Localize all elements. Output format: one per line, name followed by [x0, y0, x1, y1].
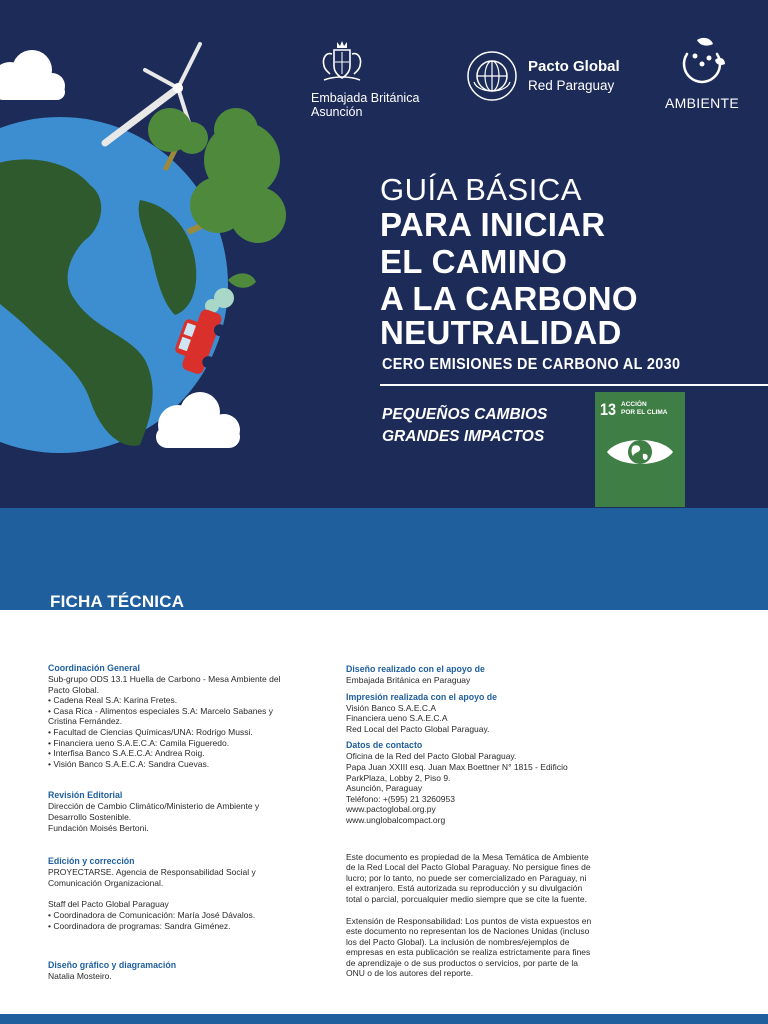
contact-website-link[interactable]: www.pactoglobal.org.py [346, 804, 436, 815]
credit-line: Pacto Global. [48, 684, 100, 695]
cover-slogan-line1: PEQUEÑOS CAMBIOS [382, 406, 548, 423]
ambiente-ring-icon [675, 34, 729, 88]
edicion-heading: Edición y corrección [48, 856, 135, 867]
diseno-apoyo-section [346, 664, 592, 686]
credit-line: Visión Banco S.A.E.C.A [346, 702, 437, 713]
sdg-label-line1: ACCIÓN [621, 401, 647, 408]
credit-line: Dirección de Cambio Climático/Ministerio de Ambiente y [48, 801, 260, 812]
embassy-logo-line2: Asunción [311, 105, 363, 119]
credit-line: • Casa Rica - Alimentos especiales S.A: Marcelo Sabanes y [48, 705, 274, 716]
credit-line: Cristina Fernández. [48, 716, 123, 727]
contacto-section [346, 740, 592, 825]
pacto-global-logo-line2: Red Paraguay [528, 78, 615, 93]
credit-line: PROYECTARSE. Agencia de Responsabilidad Social y [48, 867, 256, 878]
credit-line: Financiera ueno S.A.E.C.A [346, 713, 448, 724]
credit-line: Embajada Británica en Paraguay [346, 675, 471, 685]
ambiente-logo [652, 34, 752, 111]
cover-title-line2: PARA INICIAR [380, 206, 606, 243]
revision-section [48, 790, 298, 833]
credit-line: Staff del Pacto Global Paraguay [48, 899, 169, 910]
cloud-top-icon [0, 50, 65, 100]
credit-line: Natalia Mosteiro. [48, 971, 112, 982]
disclaimer-line: empresas en esta publicación se realiza estrictamente para fines [346, 947, 591, 958]
sdg-label [621, 401, 681, 417]
footer-bar [0, 1014, 768, 1024]
credit-line: • Visión Banco S.A.E.C.A: Sandra Cuevas. [48, 758, 210, 769]
disclaimer-line: Este documento es propiedad de la Mesa Temática de Ambiente [346, 851, 589, 862]
un-global-compact-icon [466, 50, 518, 102]
contact-line: ParkPlaza, Lobby 2, Piso 9. [346, 772, 451, 783]
impresion-heading: Impresión realizada con el apoyo de [346, 691, 498, 702]
disclaimer-line: ONU o de los autores del reporte. [346, 968, 474, 979]
cover-title-line5: NEUTRALIDAD [380, 314, 622, 351]
diseno-apoyo-heading: Diseño realizado con el apoyo de [346, 664, 485, 674]
credit-line: Desarrollo Sostenible. [48, 811, 132, 822]
embassy-logo [311, 36, 431, 119]
pacto-global-logo-line1: Pacto Global [528, 58, 620, 75]
cover-title-line4: A LA CARBONO [380, 280, 638, 317]
credit-line: • Facultad de Ciencias Químicas/UNA: Rodrigo Mussi. [48, 726, 253, 737]
coordinacion-section [48, 663, 298, 769]
credit-line: Red Local del Pacto Global Paraguay. [346, 723, 490, 734]
credit-line: • Interfisa Banco S.A.E.C.A: Andrea Roig. [48, 748, 205, 759]
credit-line: Sub-grupo ODS 13.1 Huella de Carbono - Mesa Ambiente del [48, 674, 281, 684]
ficha-tecnica-band [0, 508, 768, 610]
edicion-section [48, 856, 298, 888]
disclaimer-line: de la Red Local del Pacto Global Paraguay. No persigue fines de [346, 862, 591, 873]
credits-left-column [48, 663, 298, 982]
disclaimer-line: el extranjero. Está autorizada su reproducción y su divulgación [346, 883, 583, 894]
cover [0, 0, 768, 508]
eye-globe-icon [605, 434, 675, 470]
sdg-number: 13 [600, 400, 617, 419]
credit-line: • Financiera ueno S.A.E.C.A: Camila Figueredo. [48, 737, 230, 748]
credits-right-column [346, 664, 592, 979]
credit-line: Fundación Moisés Bertoni. [48, 822, 149, 833]
diseno-grafico-heading: Diseño gráfico y diagramación [48, 960, 177, 971]
embassy-logo-line1: Embajada Británica [311, 91, 420, 105]
impresion-section [346, 692, 592, 735]
disclaimer-line: de aprendizaje o de sus productos o servicios, por parte de la [346, 957, 578, 968]
contact-line: Oficina de la Red del Pacto Global Paraguay. [346, 751, 517, 762]
ambiente-logo-label: AMBIENTE [665, 95, 739, 111]
contact-line: Asunción, Paraguay [346, 783, 423, 794]
diseno-grafico-section [48, 960, 298, 982]
credit-line: Comunicación Organizacional. [48, 877, 164, 888]
disclaimer-line: Extensión de Responsabilidad: Los puntos de vista expuestos en [346, 915, 592, 926]
credit-line: • Coordinadora de Comunicación: María José Dávalos. [48, 909, 256, 920]
contact-website-link[interactable]: www.unglobalcompact.org [346, 814, 446, 825]
royal-crest-icon [316, 36, 368, 84]
pacto-global-logo [466, 50, 636, 102]
propiedad-section [346, 852, 592, 905]
credit-line: • Cadena Real S.A: Karina Fretes. [48, 695, 178, 706]
cover-title-line1: GUÍA BÁSICA [380, 172, 582, 207]
contact-line: Papa Juan XXIII esq. Juan Max Boettner N° 1815 - Edificio [346, 761, 568, 772]
contacto-heading: Datos de contacto [346, 740, 423, 751]
cover-subtitle: CERO EMISIONES DE CARBONO AL 2030 [382, 356, 681, 373]
sdg-13-badge [595, 392, 685, 507]
cover-divider [380, 384, 768, 386]
contact-phone: Teléfono: +(595) 21 3260953 [346, 793, 455, 804]
cover-title-line3: EL CAMINO [380, 243, 568, 280]
staff-section [48, 899, 298, 931]
cover-slogan-line2: GRANDES IMPACTOS [382, 428, 545, 445]
disclaimer-line: lucro; por lo tanto, no puede ser comercializado en Paraguay, ni [346, 872, 587, 883]
revision-heading: Revisión Editorial [48, 790, 123, 801]
ficha-tecnica-heading: FICHA TÉCNICA [50, 592, 185, 611]
disclaimer-line: los del Pacto Global). La inclusión de nombres/ejemplos de [346, 936, 570, 947]
responsabilidad-section [346, 916, 592, 980]
disclaimer-line: total o parcial, porcualquier medio siempre que se cite la fuente. [346, 893, 587, 904]
sdg-label-line2: POR EL CLIMA [621, 409, 668, 416]
coordinacion-heading: Coordinación General [48, 663, 140, 673]
disclaimer-line: este documento no representan los de Naciones Unidas (incluso [346, 926, 590, 937]
credit-line: • Coordinadora de programas: Sandra Giménez. [48, 920, 231, 931]
